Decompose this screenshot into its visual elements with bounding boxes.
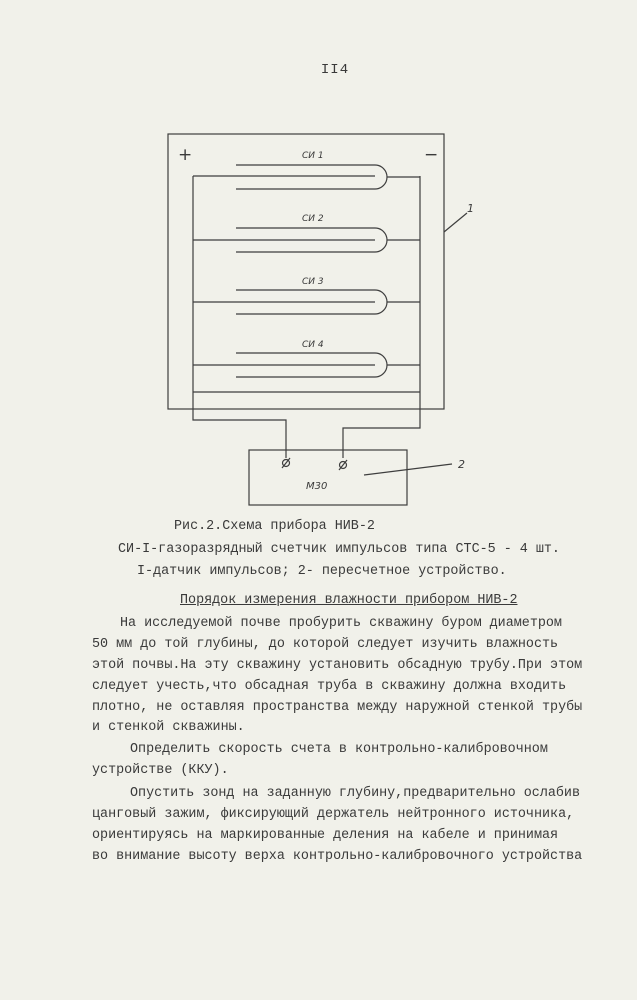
- minus-sign: −: [424, 145, 439, 165]
- counter-label-3: СИ 3: [302, 277, 324, 287]
- body-line-3: этой почвы.На эту скважину установить обсадную трубу.При этом: [92, 658, 583, 673]
- body-line-7: Определить скорость счета в контрольно-калибровочном: [130, 742, 548, 757]
- body-line-9: Опустить зонд на заданную глубину,предварительно ослабив: [130, 786, 580, 801]
- body-line-5: плотно, не оставляя пространства между наружной стенкой трубы: [92, 700, 583, 715]
- counter-tube-1: [193, 165, 420, 189]
- body-line-6: и стенкой скважины.: [92, 720, 245, 735]
- page-number: II4: [320, 62, 350, 78]
- counter-tube-4: [193, 353, 420, 377]
- plus-sign: +: [178, 145, 193, 165]
- counter-label-4: СИ 4: [302, 340, 324, 350]
- counter-tube-2: [193, 228, 420, 252]
- body-line-2: 50 мм до той глубины, до которой следует изучить влажность: [92, 637, 559, 652]
- label-scaler: 2: [458, 458, 465, 471]
- cable-wires: [193, 392, 420, 458]
- counter-tube-3: [193, 290, 420, 314]
- sensor-housing: [168, 134, 444, 409]
- section-heading: Порядок измерения влажности прибором НИВ-2: [180, 593, 518, 608]
- leader-line-1: [444, 213, 467, 232]
- body-line-1: На исследуемой почве пробурить скважину буром диаметром: [120, 616, 562, 631]
- body-line-11: ориентируясь на маркированные деления на кабеле и принимая: [92, 828, 559, 843]
- caption-title: Рис.2.Схема прибора НИВ-2: [174, 519, 375, 534]
- caption-line-2: I-датчик импульсов; 2- пересчетное устройство.: [137, 564, 507, 579]
- counter-label-1: СИ 1: [302, 151, 324, 161]
- leader-line-2: [364, 464, 452, 475]
- body-line-10: цанговый зажим, фиксирующий держатель нейтронного источника,: [92, 807, 575, 822]
- body-line-4: следует учесть,что обсадная труба в скважину должна входить: [92, 679, 567, 694]
- counter-label-2: СИ 2: [302, 214, 324, 224]
- body-line-12: во внимание высоту верха контрольно-калибровочного устройства: [92, 849, 583, 864]
- scaler-name: М30: [306, 481, 328, 492]
- caption-line-1: СИ-I-газоразрядный счетчик импульсов типа СТС-5 - 4 шт.: [118, 542, 560, 557]
- label-sensor: 1: [467, 202, 474, 215]
- body-line-8: устройстве (ККУ).: [92, 763, 229, 778]
- scaler-box: [249, 450, 407, 505]
